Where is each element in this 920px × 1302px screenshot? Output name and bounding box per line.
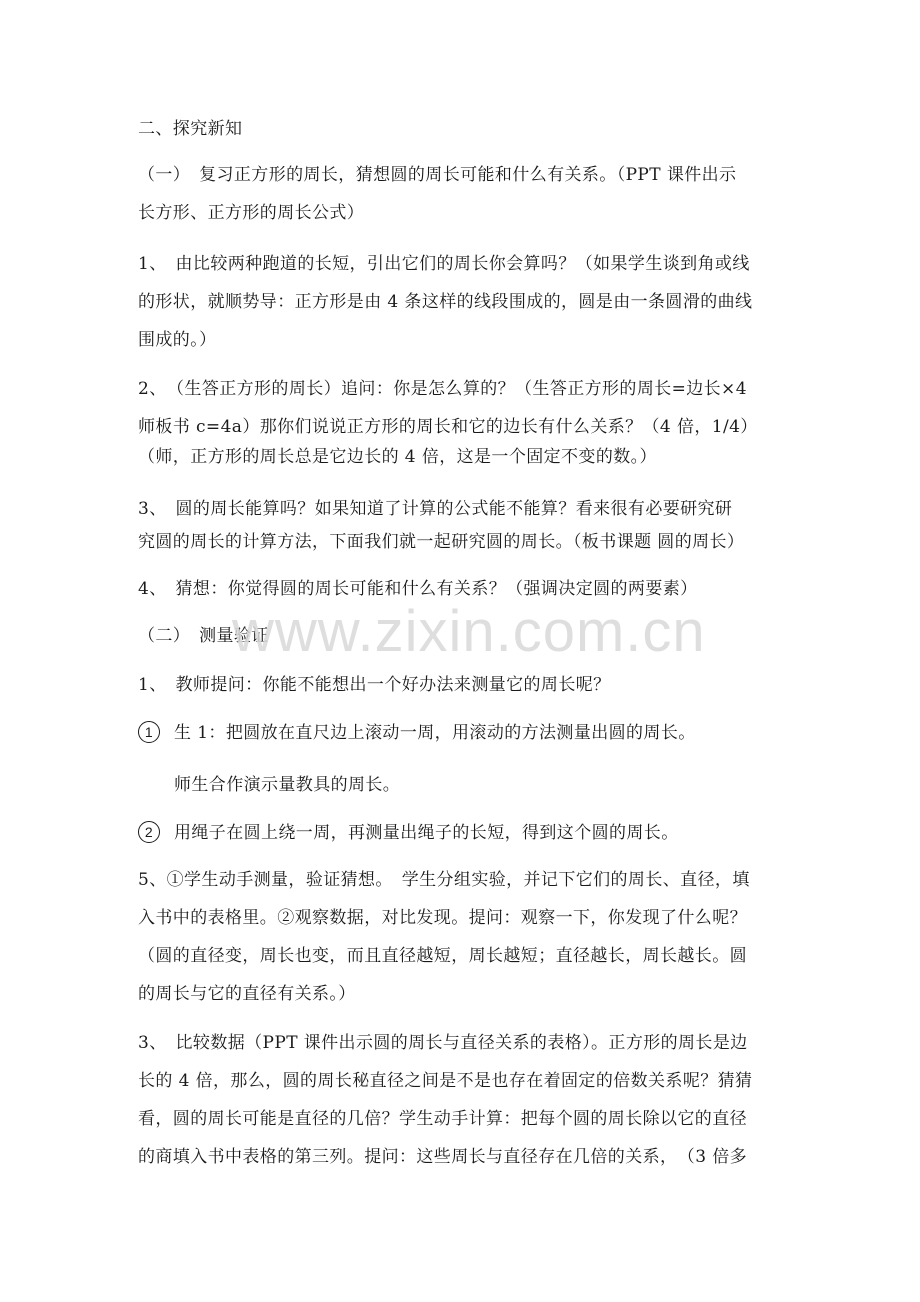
- watermark: www.zixin.com.cn: [232, 599, 706, 664]
- paragraph-6-line-2: 长的 4 倍，那么，圆的周长秘直径之间是不是也存在着固定的倍数关系呢？猜猜: [138, 1071, 753, 1091]
- subsection-2: （二） 测量验证: [138, 626, 269, 646]
- method-1-text: 生 1：把圆放在直尺边上滚动一周，用滚动的方法测量出圆的周长。: [174, 723, 696, 743]
- method-1: [138, 714, 696, 752]
- paragraph-6-line-1: 3、 比较数据（PPT 课件出示圆的周长与直径关系的表格）。正方形的周长是边: [138, 1033, 748, 1053]
- subsection-1-line-1: （一） 复习正方形的周长，猜想圆的周长可能和什么有关系。（PPT 课件出示: [138, 165, 737, 185]
- paragraph-4: 4、 猜想：你觉得圆的周长可能和什么有关系？（强调决定圆的两要素）: [138, 579, 698, 599]
- paragraph-5-line-3: （圆的直径变，周长也变，而且直径越短，周长越短；直径越长，周长越长。圆: [138, 946, 747, 966]
- paragraph-1-line-1: 1、 由比较两种跑道的长短，引出它们的周长你会算吗？（如果学生谈到角或线: [138, 254, 750, 274]
- subsection-1-line-2: 长方形、正方形的周长公式）: [138, 203, 365, 223]
- paragraph-6-line-4: 的商填入书中表格的第三列。提问：这些周长与直径存在几倍的关系， （3 倍多: [138, 1147, 748, 1167]
- paragraph-5-line-1: 5、①学生动手测量，验证猜想。 学生分组实验，并记下它们的周长、直径，填: [138, 870, 750, 890]
- section-title: 二、探究新知: [138, 119, 243, 139]
- circled-number-1: 1: [138, 721, 160, 743]
- method-2-text: 用绳子在圆上绕一周，再测量出绳子的长短，得到这个圆的周长。: [174, 823, 679, 843]
- paragraph-3-line-1: 3、 圆的周长能算吗？如果知道了计算的公式能不能算？看来很有必要研究研: [138, 499, 733, 519]
- paragraph-5-line-4: 的周长与它的直径有关系。）: [138, 984, 356, 1004]
- paragraph-1-line-2: 的形状，就顺势导：正方形是由 4 条这样的线段围成的，圆是由一条圆滑的曲线: [138, 292, 753, 312]
- paragraph-2-line-1: 2、 （生答正方形的周长）追问：你是怎么算的？（生答正方形的周长=边长×4: [138, 379, 747, 399]
- circled-number-2: 2: [138, 821, 160, 843]
- paragraph-2-line-3: （师，正方形的周长总是它边长的 4 倍，这是一个固定不变的数。）: [138, 447, 657, 467]
- paragraph-1-line-3: 围成的。）: [138, 330, 217, 350]
- method-2: [138, 814, 679, 852]
- paragraph-6-line-3: 看，圆的周长可能是直径的几倍？学生动手计算：把每个圆的周长除以它的直径: [138, 1109, 747, 1129]
- method-1-note: 师生合作演示量教具的周长。: [174, 775, 401, 795]
- paragraph-3-line-2: 究圆的周长的计算方法，下面我们就一起研究圆的周长。（板书课题 圆的周长）: [138, 532, 745, 552]
- paragraph-5-line-2: 入书中的表格里。②观察数据，对比发现。提问：观察一下，你发现了什么呢？: [138, 908, 747, 928]
- paragraph-2-line-2: 师板书 c=4a）那你们说说正方形的周长和它的边长有什么关系？（4 倍，1/4）: [138, 417, 758, 437]
- question-1: 1、 教师提问：你能不能想出一个好办法来测量它的周长呢？: [138, 675, 611, 695]
